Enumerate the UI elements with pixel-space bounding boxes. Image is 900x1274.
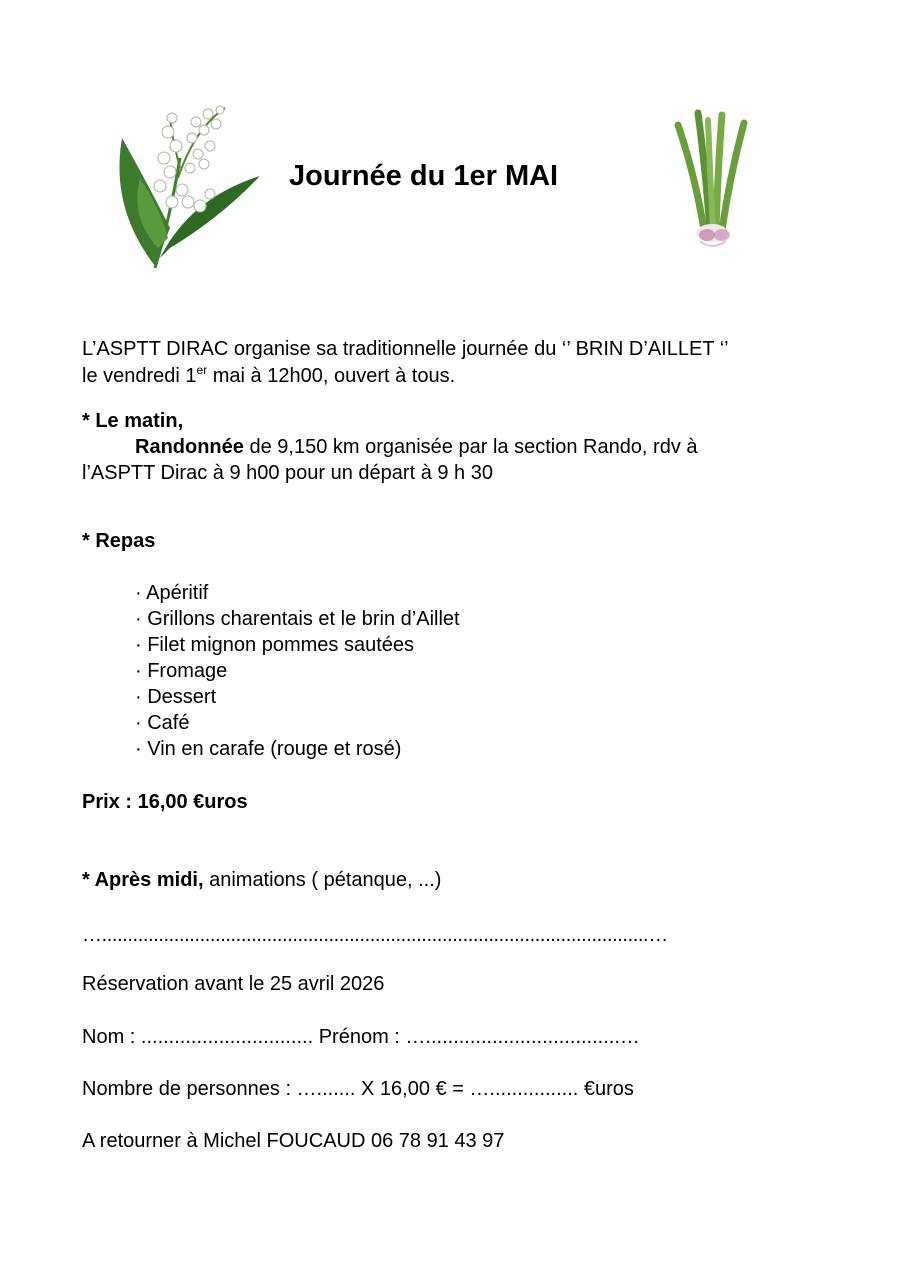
name-field-line: Nom : ............................... Prénom : …...................................… — [82, 1026, 640, 1048]
reservation-deadline: Réservation avant le 25 avril 2026 — [82, 973, 385, 995]
afternoon-star: * — [82, 869, 95, 891]
rando-label: Randonnée — [135, 436, 244, 458]
dotted-separator: …..........................................................................................................… — [82, 924, 668, 946]
price-label: Prix : 16,00 €uros — [82, 791, 248, 813]
menu-item: · Vin en carafe (rouge et rosé) — [135, 738, 402, 760]
page-title: Journée du 1er MAI — [289, 160, 559, 192]
green-garlic-illustration — [660, 105, 760, 255]
menu-item: · Fromage — [135, 660, 228, 682]
intro-date-superscript: er — [196, 363, 208, 377]
intro-line-1: L’ASPTT DIRAC organise sa traditionnelle journée du ‘’ BRIN D’AILLET ‘’ — [82, 338, 729, 360]
menu-item: · Apéritif — [135, 582, 209, 604]
rando-line-1 — [135, 434, 698, 460]
afternoon-activities: animations ( pétanque, ...) — [203, 869, 442, 891]
menu-item: · Filet mignon pommes sautées — [135, 634, 415, 656]
rando-line-2: l’ASPTT Dirac à 9 h00 pour un départ à 9 h 30 — [82, 462, 493, 484]
menu-item: · Grillons charentais et le brin d’Aillet — [135, 608, 460, 630]
afternoon-line — [82, 867, 441, 893]
intro-date-text: le vendredi 1 — [82, 365, 197, 387]
intro-line-2 — [82, 363, 455, 389]
intro-time-text: mai à 12h00, ouvert à tous. — [207, 365, 456, 387]
morning-heading-text: Le matin, — [95, 410, 184, 432]
afternoon-label: Après midi, — [94, 869, 204, 891]
rando-description: de 9,150 km organisée par la section Rando, rdv à — [243, 436, 698, 458]
lily-of-the-valley-illustration — [100, 98, 270, 273]
menu-item: · Dessert — [135, 686, 217, 708]
meal-heading: * Repas — [82, 530, 156, 552]
morning-star: * — [82, 410, 96, 432]
morning-heading — [82, 408, 183, 434]
return-contact: A retourner à Michel FOUCAUD 06 78 91 43 97 — [82, 1130, 505, 1152]
persons-field-line: Nombre de personnes : …....... X 16,00 € = …................ €uros — [82, 1078, 634, 1100]
menu-item: · Café — [135, 712, 190, 734]
